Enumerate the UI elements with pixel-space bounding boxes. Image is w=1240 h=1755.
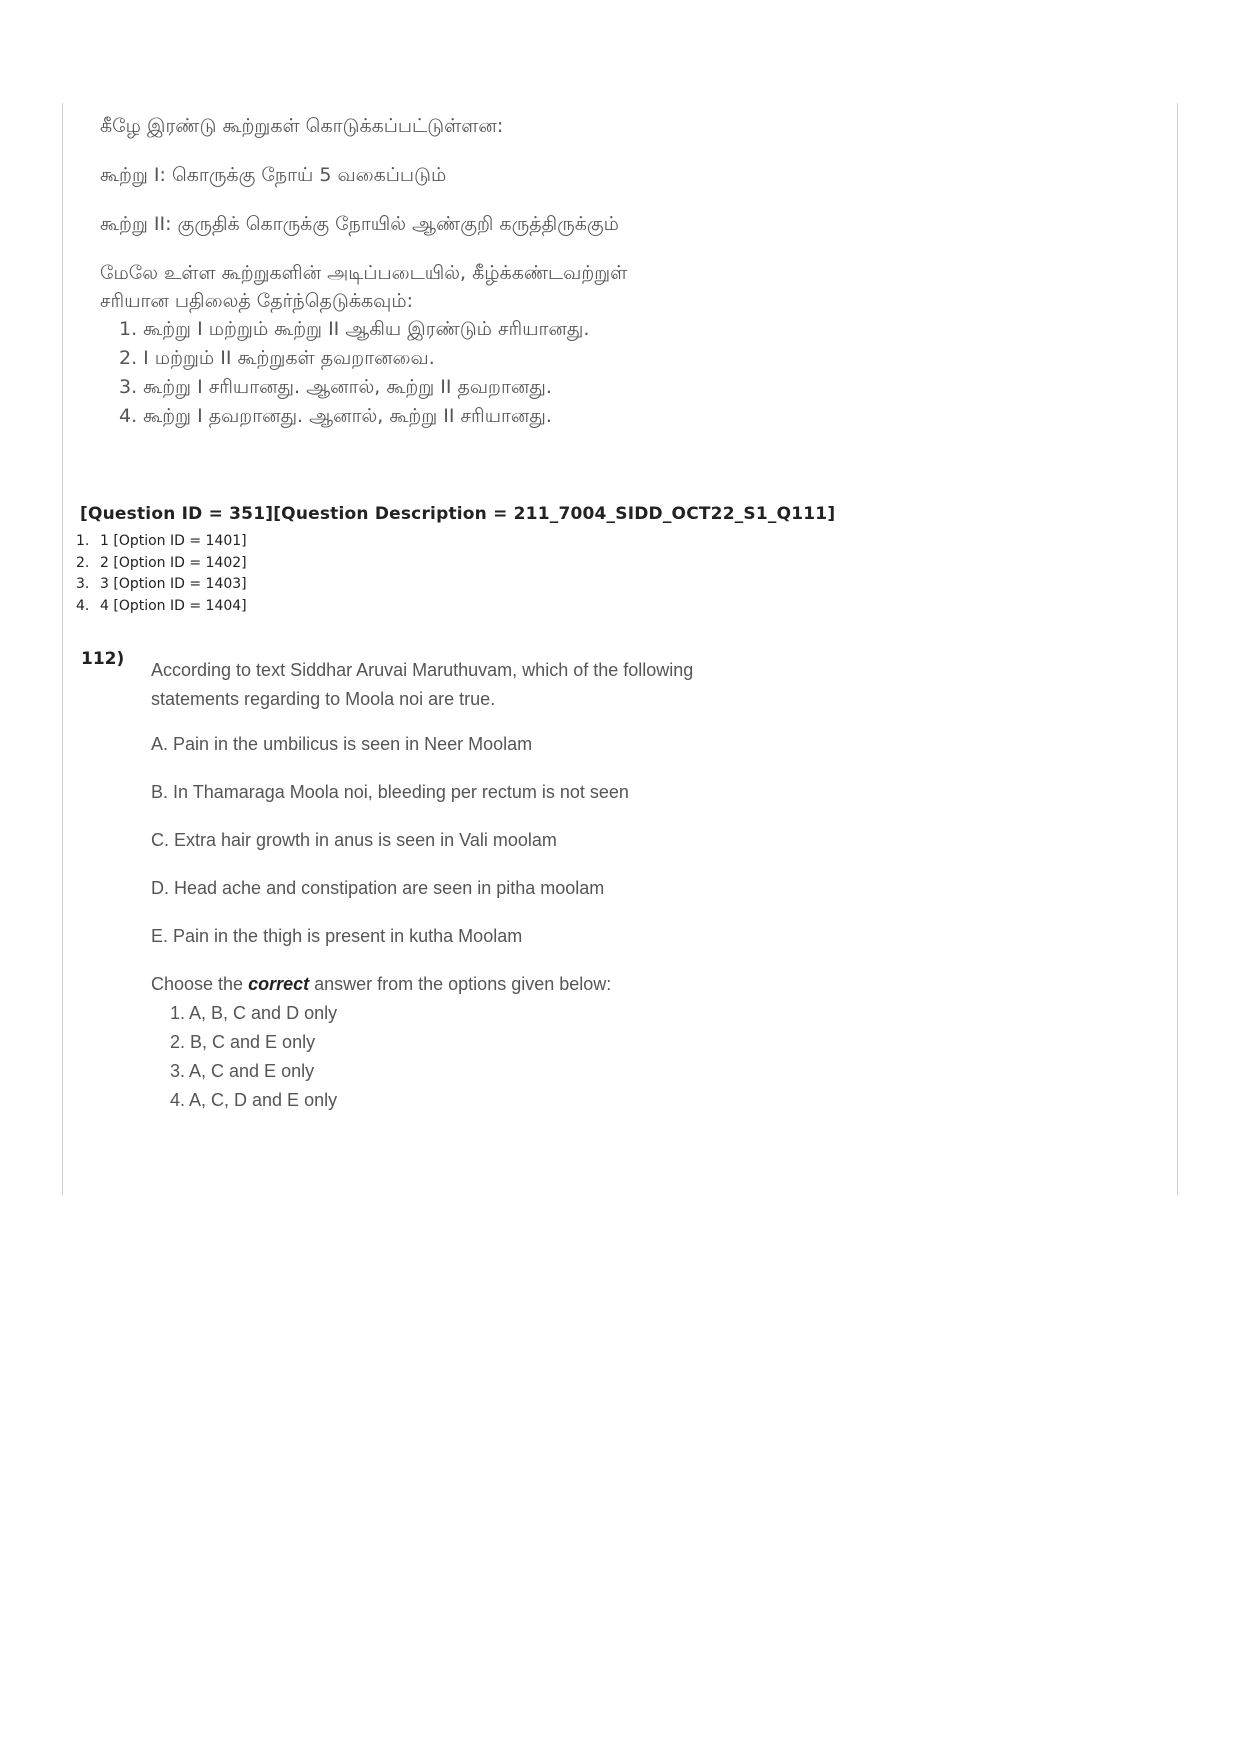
tamil-option-2: 2. I மற்றும் II கூற்றுகள் தவறானவை.	[119, 347, 435, 369]
question-id-header: [Question ID = 351][Question Description = 211_7004_SIDD_OCT22_S1_Q111]	[80, 504, 836, 524]
option-id-text: 4 [Option ID = 1404]	[100, 597, 247, 614]
answer-option-4: 4. A, C, D and E only	[170, 1090, 338, 1110]
statement-b: B. In Thamaraga Moola noi, bleeding per rectum is not seen	[151, 782, 629, 802]
tamil-statement-1: கூற்று I: கொருக்கு நோய் 5 வகைப்படும்	[100, 164, 447, 186]
question-number: 112)	[81, 649, 125, 669]
option-id-text: 2 [Option ID = 1402]	[100, 554, 247, 571]
answer-option-1: 1. A, B, C and D only	[170, 1003, 338, 1023]
option-id-number: 3.	[76, 576, 90, 592]
answer-option-3: 3. A, C and E only	[170, 1061, 315, 1081]
answer-options	[151, 999, 791, 1115]
statement-d: D. Head ache and constipation are seen in pitha moolam	[151, 878, 605, 898]
tamil-instruction-line-2: சரியான பதிலைத் தேர்ந்தெடுக்கவும்:	[100, 290, 414, 312]
option-id-item	[76, 596, 247, 618]
option-id-list	[76, 531, 247, 617]
tamil-options	[100, 315, 820, 431]
option-id-item	[76, 574, 247, 596]
tamil-intro: கீழே இரண்டு கூற்றுகள் கொடுக்கப்பட்டுள்ளன:	[100, 115, 504, 137]
option-id-number: 2.	[76, 554, 90, 571]
tamil-statement-2: கூற்று II: குருதிக் கொருக்கு நோயில் ஆண்குறி கருத்திருக்கும்	[100, 213, 619, 235]
question-stem-line-2: statements regarding to Moola noi are true.	[151, 689, 496, 709]
option-id-item	[76, 531, 247, 553]
option-id-text: 1 [Option ID = 1401]	[100, 533, 247, 549]
option-id-text: 3 [Option ID = 1403]	[100, 576, 247, 592]
statement-a: A. Pain in the umbilicus is seen in Neer Moolam	[151, 734, 533, 754]
statement-e: E. Pain in the thigh is present in kutha Moolam	[151, 926, 523, 946]
question-stem-line-1: According to text Siddhar Aruvai Maruthuvam, which of the following	[151, 660, 694, 680]
choose-suffix: answer from the options given below:	[309, 974, 612, 994]
option-id-item	[76, 553, 247, 575]
tamil-option-4: 4. கூற்று I தவறானது. ஆனால், கூற்று II சரியானது.	[119, 405, 552, 427]
tamil-question	[100, 112, 820, 431]
option-id-number: 4.	[76, 597, 90, 614]
question-112	[151, 656, 791, 1115]
option-id-number: 1.	[76, 533, 90, 549]
choose-prefix: Choose the	[151, 974, 249, 994]
tamil-option-1: 1. கூற்று I மற்றும் கூற்று II ஆகிய இரண்டும் சரியானது.	[119, 318, 590, 340]
statement-c: C. Extra hair growth in anus is seen in Vali moolam	[151, 830, 557, 850]
tamil-option-3: 3. கூற்று I சரியானது. ஆனால், கூற்று II தவறானது.	[119, 376, 552, 398]
answer-option-2: 2. B, C and E only	[170, 1032, 316, 1052]
choose-emphasis: correct	[248, 974, 310, 994]
tamil-instruction-line-1: மேலே உள்ள கூற்றுகளின் அடிப்படையில், கீழ்க்கண்டவற்றுள்	[100, 262, 628, 284]
choose-instruction	[151, 970, 791, 999]
